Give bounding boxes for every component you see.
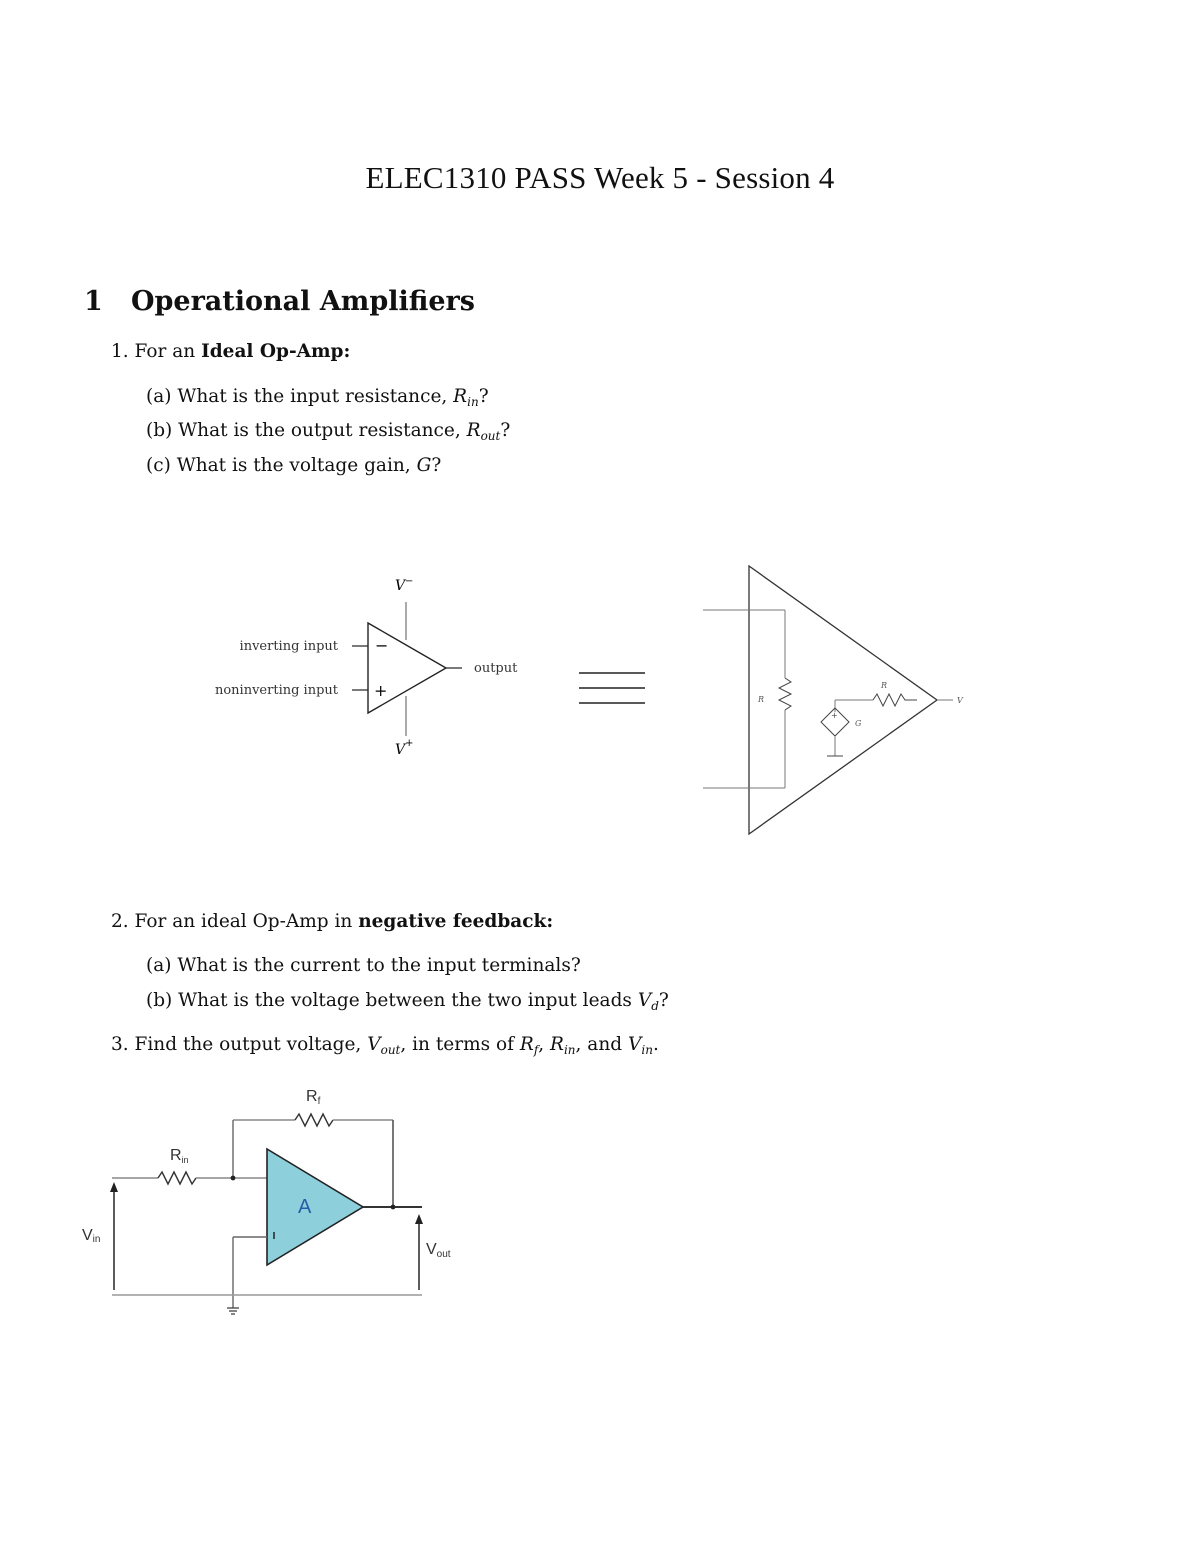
question-emphasis: negative feedback: [358, 911, 554, 932]
question-emphasis: Ideal Op-Amp: [201, 341, 351, 362]
question-2a [146, 955, 581, 976]
amplifier-label: A [298, 1196, 312, 1218]
rin-subscript: in [563, 1043, 576, 1057]
question-1a [146, 386, 489, 409]
rf-label: Rf [306, 1088, 321, 1107]
question-number: 3. [111, 1034, 129, 1055]
rin-label: R [758, 695, 765, 704]
document-title: ELEC1310 PASS Week 5 - Session 4 [365, 160, 835, 195]
source-plus: + [831, 711, 838, 720]
rout-resistor [873, 694, 917, 706]
question-3: 3. Find the output voltage, $V_{out}$, in terms of $R_f$, $R_{in}$, and $V_{in}$. [111, 1034, 659, 1057]
inverting-amplifier-circuit [70, 1080, 470, 1320]
section-title: Operational Amplifiers [131, 286, 475, 317]
item-label: (b) [146, 990, 173, 1011]
rout-label: R [881, 681, 888, 690]
rf-symbol: R [519, 1034, 534, 1055]
item-text: What is the output resistance, [178, 420, 461, 441]
inverting-input-label: inverting input [239, 639, 338, 654]
rin-label: Rin [170, 1147, 189, 1165]
vin-subscript: in [641, 1043, 653, 1057]
item-label: (a) [146, 955, 172, 976]
minus-sign: − [375, 636, 389, 655]
item-symbol: V [637, 990, 652, 1011]
item-label: (b) [146, 420, 173, 441]
item-text: What is the input resistance, [177, 386, 448, 407]
item-text: What is the voltage gain, [176, 455, 411, 476]
output-label: output [474, 661, 518, 676]
item-label: (a) [146, 386, 172, 407]
item-end: ? [658, 990, 669, 1011]
vin-label: Vin [82, 1227, 101, 1245]
supply-pos-label: V [395, 742, 406, 758]
vout-symbol: V [367, 1034, 381, 1055]
item-symbol: G [416, 455, 432, 476]
item-symbol: R [466, 420, 481, 441]
vout-subscript: out [380, 1043, 401, 1057]
question-1b [146, 420, 510, 443]
item-end: ? [500, 420, 511, 441]
vout-label: V [957, 696, 963, 705]
noninverting-input-label: noninverting input [214, 683, 338, 698]
equivalence-sign [575, 668, 650, 708]
question-number: 2. [111, 911, 129, 932]
vin-symbol: V [628, 1034, 642, 1055]
item-subscript: d [651, 999, 659, 1013]
rin-symbol: R [550, 1034, 564, 1055]
item-subscript: in [467, 395, 479, 409]
supply-pos-sup: + [405, 738, 414, 749]
question-1c [146, 455, 441, 476]
question-prefix: For an [134, 341, 196, 362]
supply-neg-label: V [395, 578, 406, 594]
item-label: (c) [146, 455, 171, 476]
question-prefix: For an ideal Op-Amp in [134, 911, 353, 932]
item-text: What is the current to the input terminals? [177, 955, 581, 976]
item-end: ? [478, 386, 489, 407]
section-number: 1 [84, 286, 103, 317]
rin-resistor [779, 678, 791, 710]
question-end: . [652, 1034, 659, 1055]
amplifier-triangle [267, 1149, 363, 1265]
question-2 [111, 911, 553, 932]
gain-label: G [855, 719, 862, 728]
question-text-and: , and [575, 1034, 623, 1055]
question-text: Find the output voltage, [134, 1034, 362, 1055]
opamp-symbol-diagram [190, 560, 540, 770]
rf-resistor [295, 1114, 333, 1126]
question-number: 1. [111, 341, 129, 362]
item-subscript: out [480, 429, 501, 443]
item-end: ? [431, 455, 442, 476]
question-1 [111, 341, 350, 362]
plus-sign: + [374, 681, 388, 700]
item-text: What is the voltage between the two input leads [178, 990, 632, 1011]
question-text-mid: , in terms of [400, 1034, 514, 1055]
opamp-equivalent-model [695, 560, 985, 840]
supply-neg-sup: − [405, 576, 414, 587]
rin-resistor [158, 1172, 196, 1184]
question-2b [146, 990, 669, 1013]
vout-label: Vout [426, 1241, 451, 1260]
item-symbol: R [453, 386, 468, 407]
rf-subscript: f [533, 1043, 539, 1057]
junction-node [231, 1176, 236, 1181]
